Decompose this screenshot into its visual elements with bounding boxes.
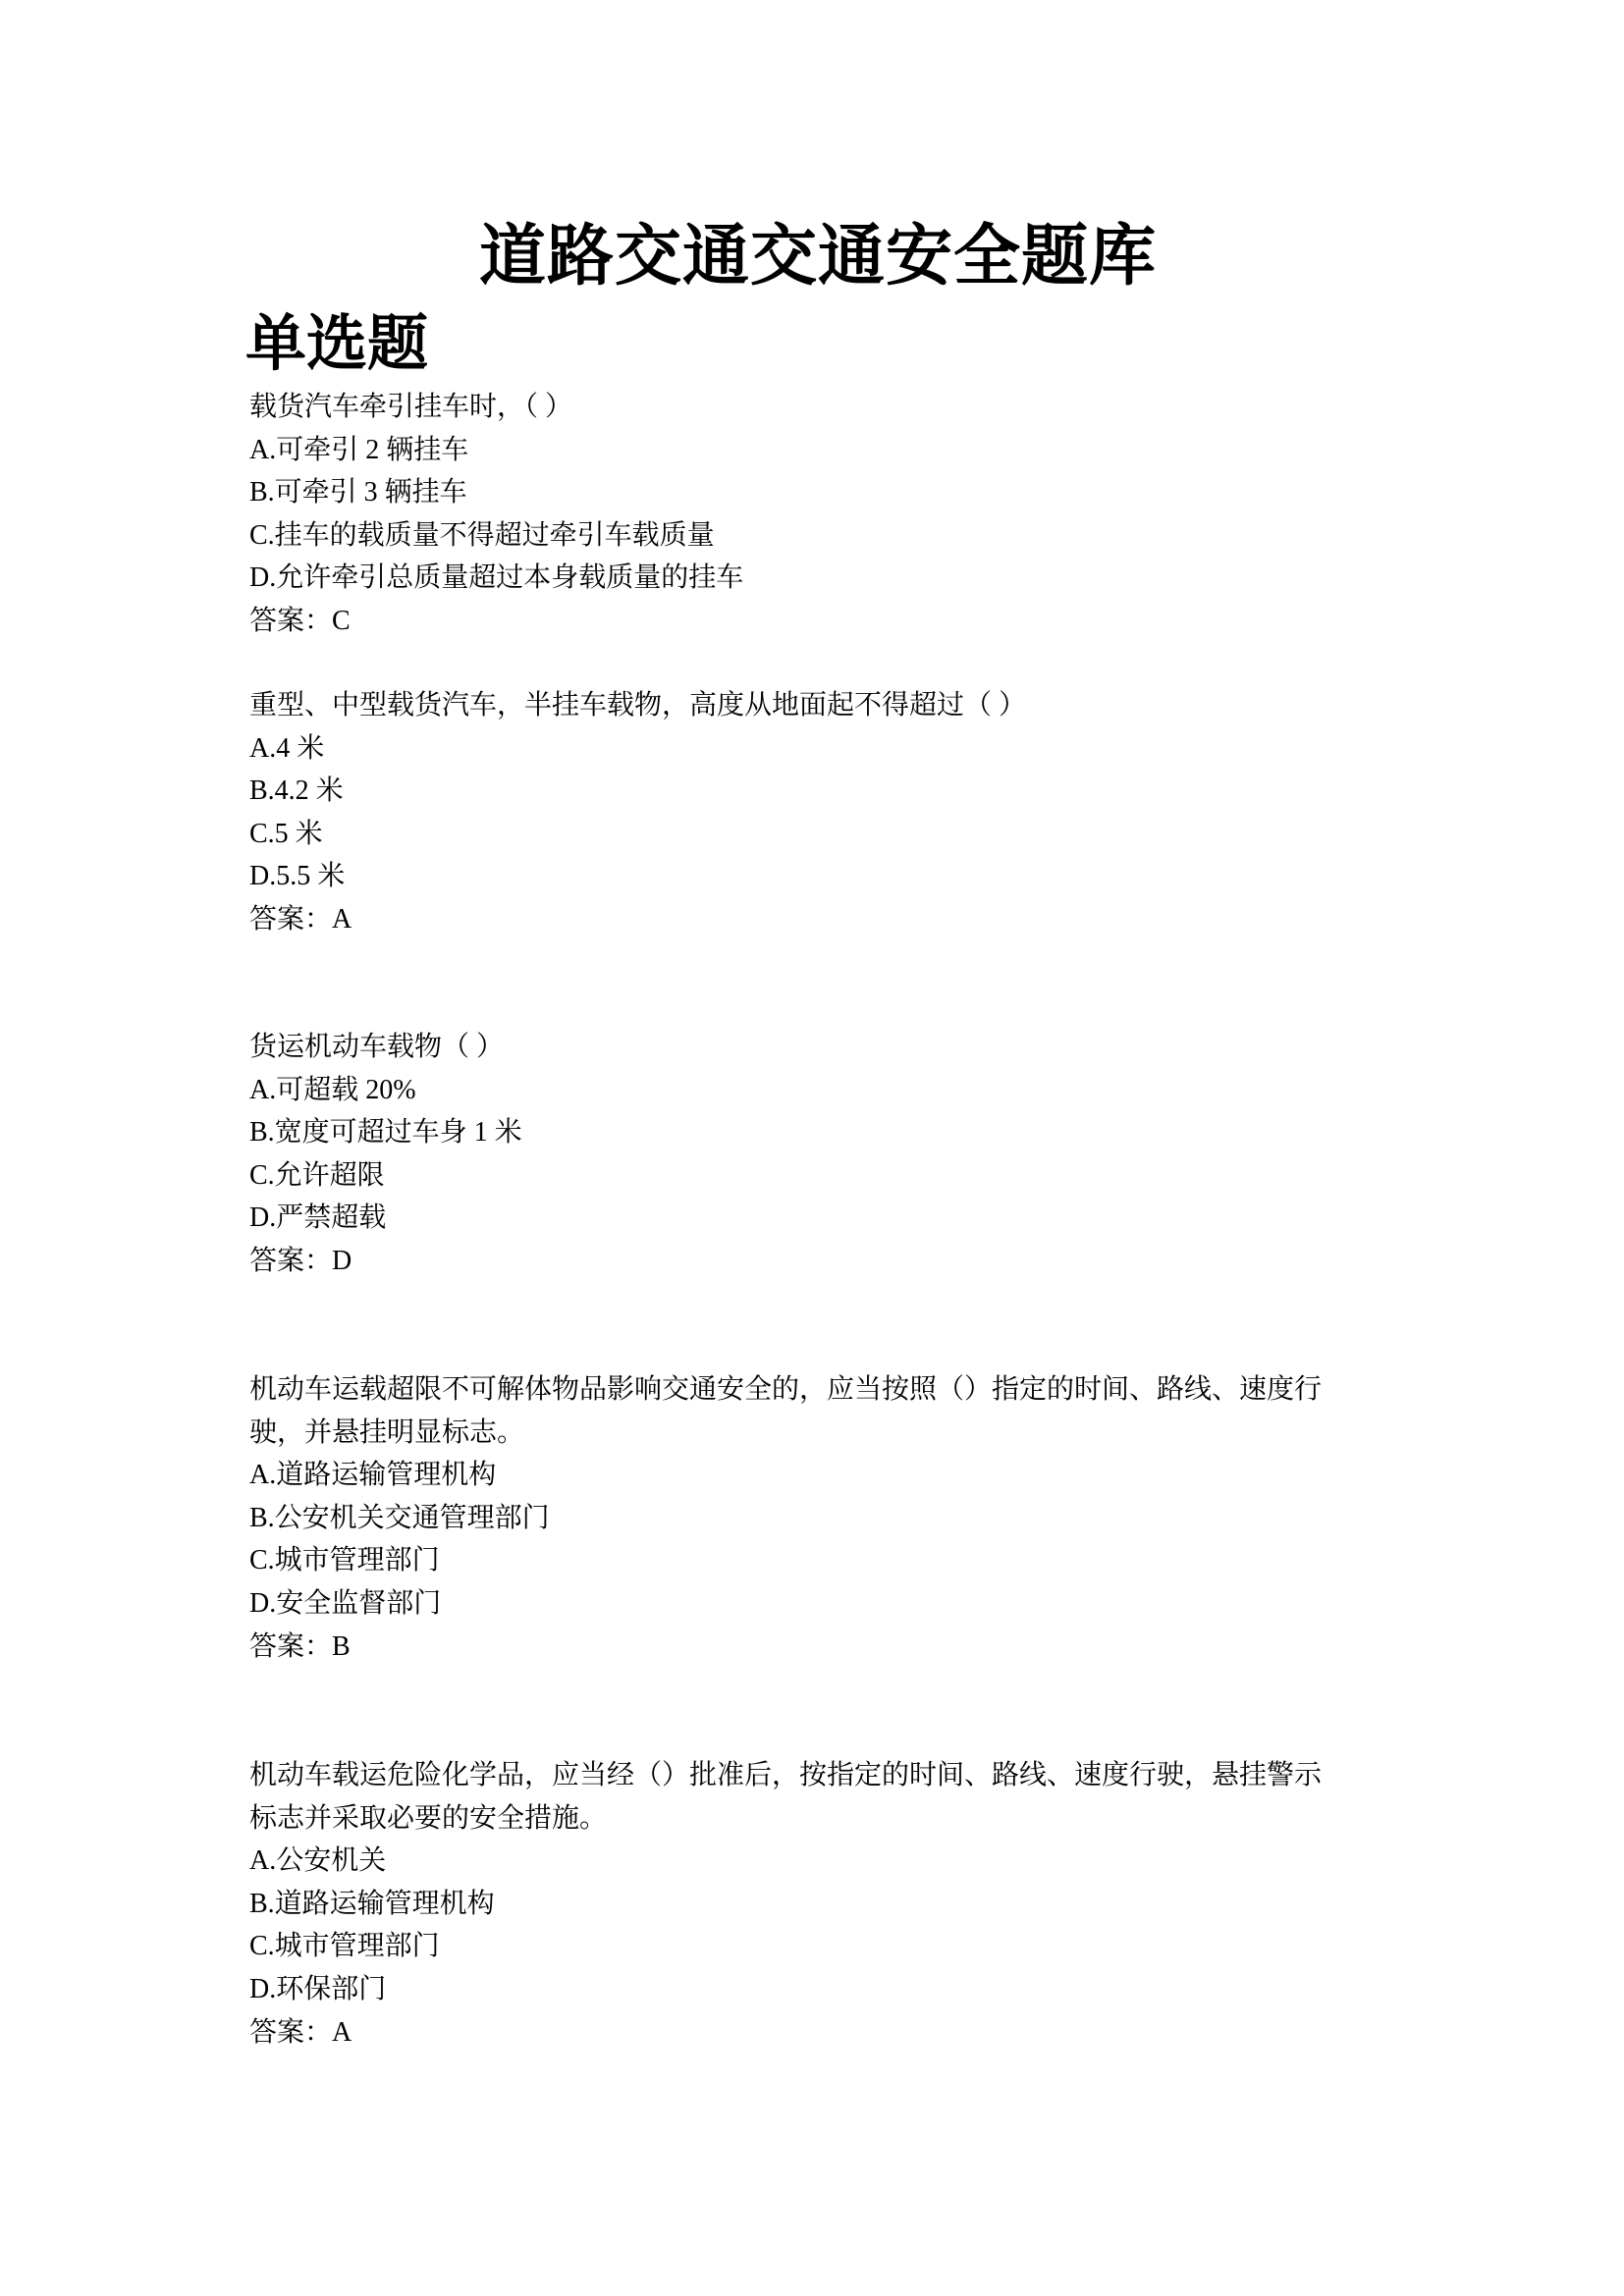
answer: 答案：C <box>249 605 351 636</box>
option-b: B.可牵引 3 辆挂车 <box>249 477 467 508</box>
option-d: D.安全监督部门 <box>249 1587 442 1619</box>
option-c: C.挂车的载质量不得超过牵引车载质量 <box>249 519 715 551</box>
question-stem-line-1: 机动车载运危险化学品，应当经（）批准后，按指定的时间、路线、速度行驶，悬挂警示 <box>249 1760 1323 1790</box>
answer: 答案：A <box>249 2016 352 2048</box>
answer: 答案：A <box>249 903 352 934</box>
question-stem: 载货汽车牵引挂车时，（ ） <box>249 392 573 422</box>
question-stem-line-2: 驶，并悬挂明显标志。 <box>249 1416 525 1448</box>
question-stem-line-2: 标志并采取必要的安全措施。 <box>249 1802 608 1834</box>
document-title: 道路交通交通安全题库 <box>478 218 1157 295</box>
question-4 <box>249 1368 1379 1668</box>
option-d: D.严禁超载 <box>249 1202 387 1234</box>
option-b: B.4.2 米 <box>249 775 344 807</box>
question-stem-line-1: 机动车运载超限不可解体物品影响交通安全的，应当按照（）指定的时间、路线、速度行 <box>249 1374 1323 1405</box>
option-b: B.道路运输管理机构 <box>249 1888 495 1919</box>
option-a: A.道路运输管理机构 <box>249 1460 497 1491</box>
answer: 答案：B <box>249 1630 351 1662</box>
section-title-single-choice: 单选题 <box>245 307 429 379</box>
option-a: A.可牵引 2 辆挂车 <box>249 434 469 465</box>
option-d: D.允许牵引总质量超过本身载质量的挂车 <box>249 562 744 594</box>
question-stem: 货运机动车载物（ ） <box>249 1032 505 1062</box>
option-d: D.环保部门 <box>249 1973 387 2004</box>
question-2 <box>249 684 1379 941</box>
option-a: A.4 米 <box>249 732 325 764</box>
option-c: C.城市管理部门 <box>249 1545 440 1576</box>
question-5 <box>249 1754 1379 2054</box>
option-a: A.公安机关 <box>249 1845 387 1877</box>
answer: 答案：D <box>249 1245 352 1276</box>
option-a: A.可超载 20% <box>249 1074 416 1105</box>
option-c: C.城市管理部门 <box>249 1931 440 1962</box>
question-1 <box>249 386 1379 643</box>
option-b: B.宽度可超过车身 1 米 <box>249 1117 522 1148</box>
option-c: C.允许超限 <box>249 1159 385 1191</box>
option-b: B.公安机关交通管理部门 <box>249 1502 550 1533</box>
question-stem: 重型、中型载货汽车，半挂车载物，高度从地面起不得超过（ ） <box>249 690 1027 721</box>
option-c: C.5 米 <box>249 818 323 849</box>
option-d: D.5.5 米 <box>249 861 346 892</box>
question-3 <box>249 1026 1379 1283</box>
